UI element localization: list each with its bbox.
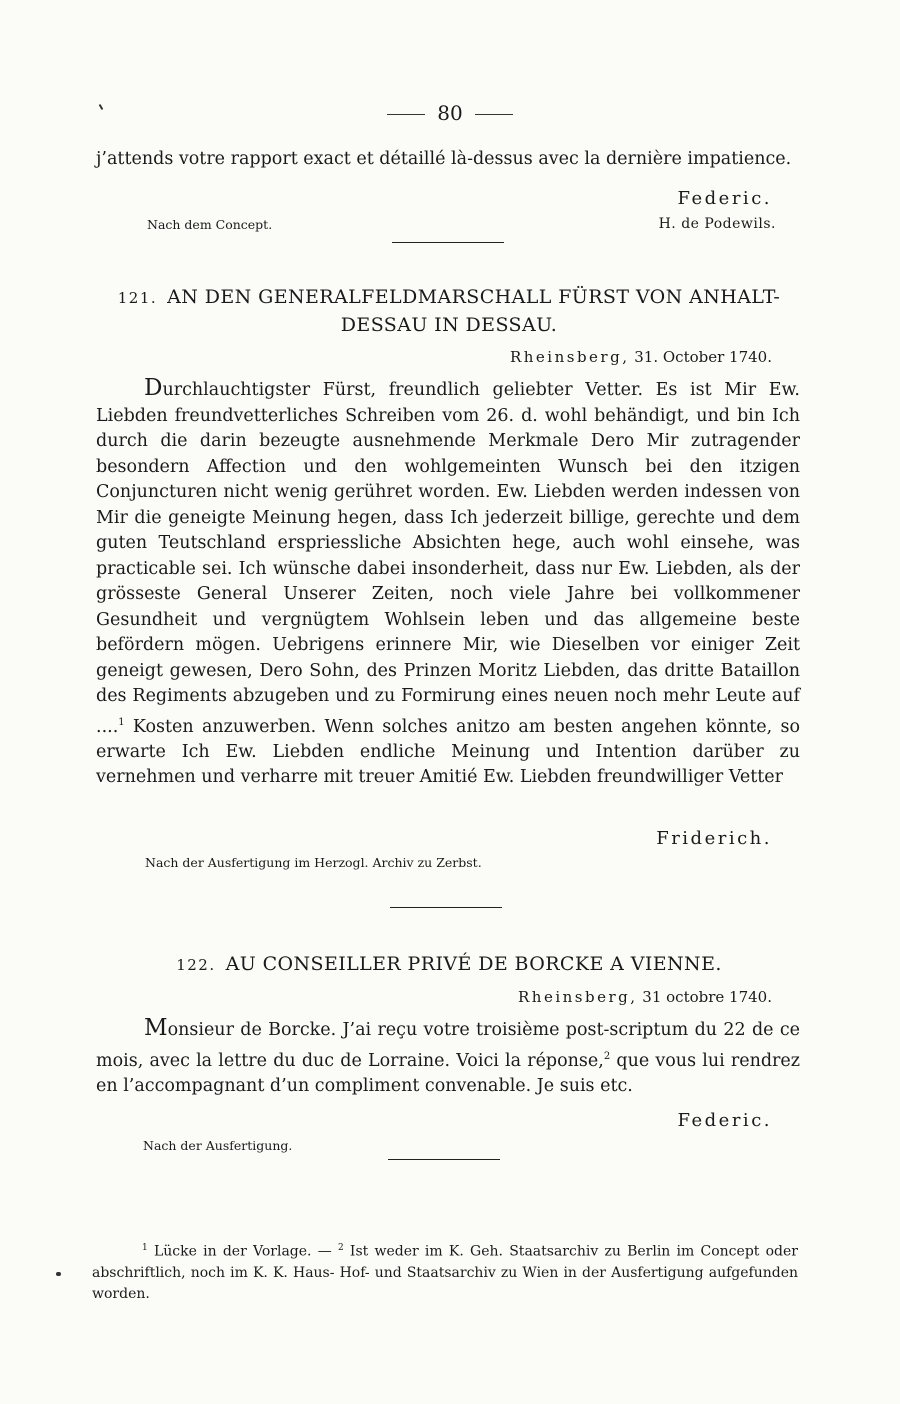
page-number: [0, 101, 900, 125]
scan-speck: [56, 1272, 61, 1276]
separator-rule: [392, 242, 504, 243]
signature-federic-top: Federic.: [677, 188, 772, 209]
footnote-ref-2: 2: [603, 1050, 611, 1062]
letter-122-text-cont: que vous lui rendrez en l’accompagnant d’un compliment convenable. Je suis etc.: [96, 1050, 800, 1096]
footnote-ref-1: 1: [118, 716, 125, 728]
footnotes: [92, 1238, 798, 1305]
letter-121-text-cont: Kosten anzuwerben. Wenn solches anitzo am besten angehen könnte, so erwarte Ich Ew. Liebden endliche Meinung und Intention darüber zu vernehmen und verharre mit treuer Amitié Ew. Liebden freundwilliger Vetter: [96, 716, 800, 788]
footnote-1-mark: 1: [142, 1243, 148, 1253]
source-note-top: Nach dem Concept.: [147, 217, 273, 232]
letter-121-initial: D: [144, 375, 163, 401]
letter-122-date: 31 octobre 1740.: [642, 988, 772, 1006]
letter-121-date: 31. October 1740.: [634, 348, 772, 366]
letter-122-place-date: [518, 988, 772, 1006]
dash-left: [387, 114, 425, 115]
letter-122-heading: [96, 951, 802, 979]
footnote-1-text: Lücke in der Vorlage. —: [153, 1243, 332, 1260]
letter-121-place-date: [510, 348, 772, 366]
separator-rule: [390, 907, 502, 908]
letter-122-title: AU CONSEILLER PRIVÉ DE BORCKE A VIENNE.: [225, 953, 722, 975]
letter-122-number: 122.: [176, 956, 216, 974]
signature-friderich: Friderich.: [656, 828, 772, 849]
footnote-2-text: Ist weder im K. Geh. Staatsarchiv zu Berlin im Concept oder abschriftlich, noch im K. K. Haus- Hof- und Staatsarchiv zu Wien in der Ausfertigung aufgefunden worden.: [92, 1243, 798, 1302]
letter-121-place: Rheinsberg,: [509, 348, 630, 366]
letter-121-title: AN DEN GENERALFELDMARSCHALL FÜRST VON ANHALT-DESSAU IN DESSAU.: [167, 286, 781, 336]
letter-122-body: [96, 1016, 800, 1099]
dash-right: [475, 114, 513, 115]
letter-122-source: Nach der Ausfertigung.: [143, 1138, 293, 1153]
signature-federic-122: Federic.: [677, 1110, 772, 1131]
letter-122-text: onsieur de Borcke. J’ai reçu votre troisième post-scriptum du 22 de ce mois, avec la lettre du duc de Lorraine. Voici la réponse,: [96, 1020, 800, 1071]
letter-121-heading: [96, 284, 802, 339]
footnote-block: [92, 1238, 798, 1305]
footnote-2-mark: 2: [337, 1243, 344, 1253]
letter-122-initial: M: [144, 1015, 168, 1041]
letter-121-text: urchlauchtigster Fürst, freundlich geliebter Vetter. Es ist Mir Ew. Liebden freundvetterliches Schreiben vom 26. d. wohl behändigt, und bin Ich durch die darin bezeugte ausnehmende Merkmale Dero Mir zutragender besondern Affection und den wohlgemeinten Wunsch bei den itzigen Conjuncturen nicht wenig gerühret worden. Ew. Liebden werden indessen von Mir die geneigte Meinung hegen, dass Ich jederzeit billige, gerechte und dem guten Teutschland erspriessliche Absichten hege, auch wohl einsehe, was practicable sei. Ich wünsche dabei insonderheit, dass nur Ew. Liebden, als der grösseste General Unserer Zeiten, noch viele Jahre bei vollkommener Gesundheit und vergnügtem Wohlsein leben und das allgemeine beste befördern mögen. Uebrigens erinnere Mir, wie Dieselben vor einiger Zeit geneigt gewesen, Dero Sohn, des Prinzen Moritz Liebden, das dritte Bataillon des Regiments abzugeben und zu Formirung eines neuen noch mehr Leute auf ....: [96, 380, 800, 737]
separator-rule: [388, 1159, 500, 1160]
letter-121-source: Nach der Ausfertigung im Herzogl. Archiv zu Zerbst.: [145, 855, 482, 870]
continuation-paragraph: j’attends votre rapport exact et détaillé là-dessus avec la dernière impatience.: [96, 149, 792, 169]
cosigner: H. de Podewils.: [658, 216, 776, 232]
letter-121-number: 121.: [117, 289, 158, 307]
letter-121-body: [96, 376, 800, 791]
page-number-text: 80: [437, 101, 463, 125]
letter-122-place: Rheinsberg,: [517, 988, 638, 1006]
